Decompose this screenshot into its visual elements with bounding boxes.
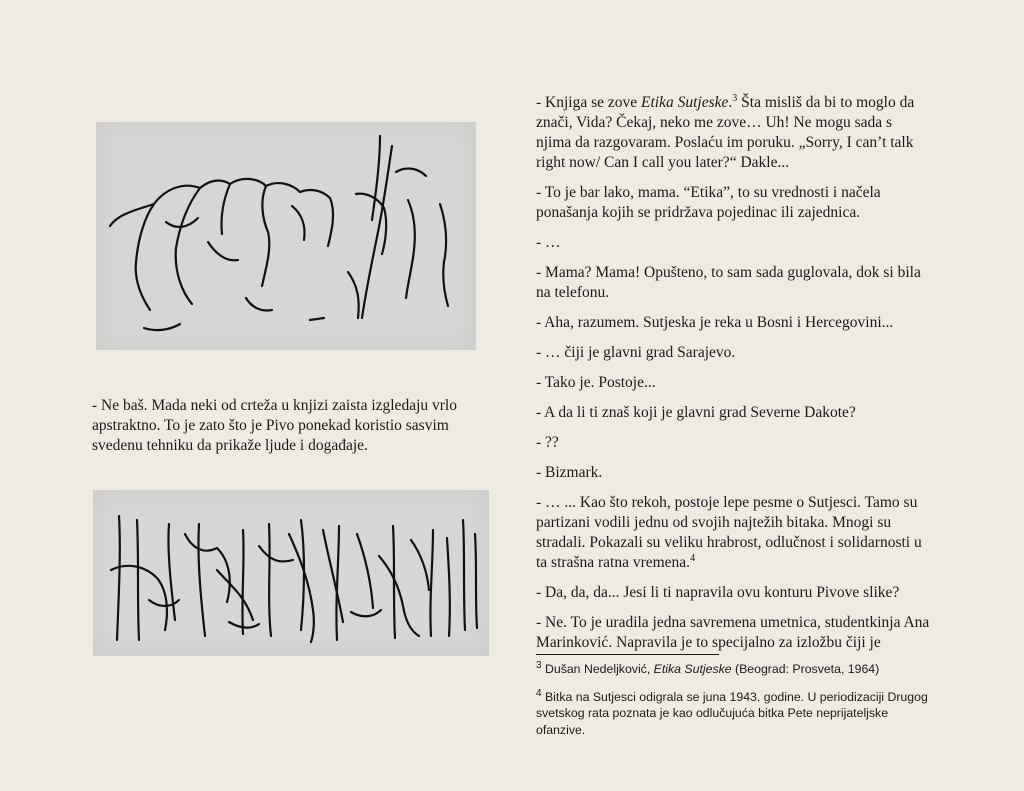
sketch-image-top: [96, 122, 476, 350]
footnote-3: [536, 661, 936, 678]
dialogue-line: - …: [536, 234, 561, 251]
footnote-text: Dušan Nedeljković,: [541, 662, 654, 676]
line-text: Šta misliš da bi to moglo da znači, Vida? Čekaj, neko me zove… Uh! Ne mogu sada s njima da razgovaram. Poslaću im poruku. „Sorry, I can’t talk right now/ Can I call you later?“ Dakle...: [536, 94, 915, 171]
footnote-mark: 3: [536, 659, 542, 671]
dialogue-line: - Mama? Mama! Opušteno, to sam sada guglovala, dok si bila na telefonu.: [536, 264, 921, 301]
footnote-title: Etika Sutjeske: [653, 662, 732, 676]
dialogue-line: - ??: [536, 434, 559, 451]
footnote-mark: 4: [536, 687, 542, 699]
dialogue-line: - Da, da, da... Jesi li ti napravila ovu konturu Pivove slike?: [536, 584, 900, 601]
footnote-4: [536, 689, 936, 739]
footnote-ref: 4: [690, 552, 696, 564]
dialogue-line: - Aha, razumem. Sutjeska je reka u Bosni i Hercegovini...: [536, 314, 894, 331]
dialogue-line: - Knjiga se zove Etika Sutjeske.$^3$ Šta misliš da bi to moglo da znači, Vida? Čekaj, neko me zove… Uh! Ne mogu sada s njima da razgovaram. Poslaću im poruku. „Sorry, I can’t talk right now/ Can I call you later?“ Dakle...: [536, 92, 915, 171]
sketch-image-bottom: [93, 490, 489, 656]
footnote-text: Bitka na Sutjesci odigrala se juna 1943. godine. U periodizaciji Drugog svetskog rata poznata je kao odlučujuća bitka Pete neprijateljske ofanzive.: [536, 689, 928, 737]
footnotes: [536, 661, 936, 749]
footnote-text: (Beograd: Prosveta, 1964): [731, 662, 880, 676]
dialogue-line: - Tako je. Postoje...: [536, 374, 656, 391]
footnote-ref: 3: [732, 92, 738, 104]
line-text: - … ... Kao što rekoh, postoje lepe pesme o Sutjesci. Tamo su partizani vodili jednu od svojih najtežih bitaka. Mnogi su stradali. Pokazali su veliku hrabrost, odlučnost i solidarnosti u ta strašna ratna vremena.: [536, 494, 922, 571]
dialogue-line: - … čiji je glavni grad Sarajevo.: [536, 344, 736, 361]
dialogue-line: - To je bar lako, mama. “Etika”, to su vrednosti i načela ponašanja kojih se pridržava pojedinac ili zajednica.: [536, 184, 881, 221]
dialogue-column: [536, 93, 931, 663]
dialogue-line: - Bizmark.: [536, 464, 603, 481]
dialogue-line: - Ne. To je uradila jedna savremena umetnica, studentkinja Ana Marinković. Napravila je to specijalno za izložbu čiji je: [536, 614, 930, 651]
footnote-divider: [536, 654, 719, 655]
left-paragraph: - Ne baš. Mada neki od crteža u knjizi zaista izgledaju vrlo apstraktno. To je zato što je Pivo ponekad koristio sasvim svedenu tehniku da prikaže ljude i događaje.: [92, 397, 457, 454]
line-text: - Knjiga se zove: [536, 94, 642, 111]
book-title: Etika Sutjeske: [641, 94, 729, 111]
dialogue-line: - A da li ti znaš koji je glavni grad Severne Dakote?: [536, 404, 856, 421]
dialogue-line: [536, 493, 931, 573]
